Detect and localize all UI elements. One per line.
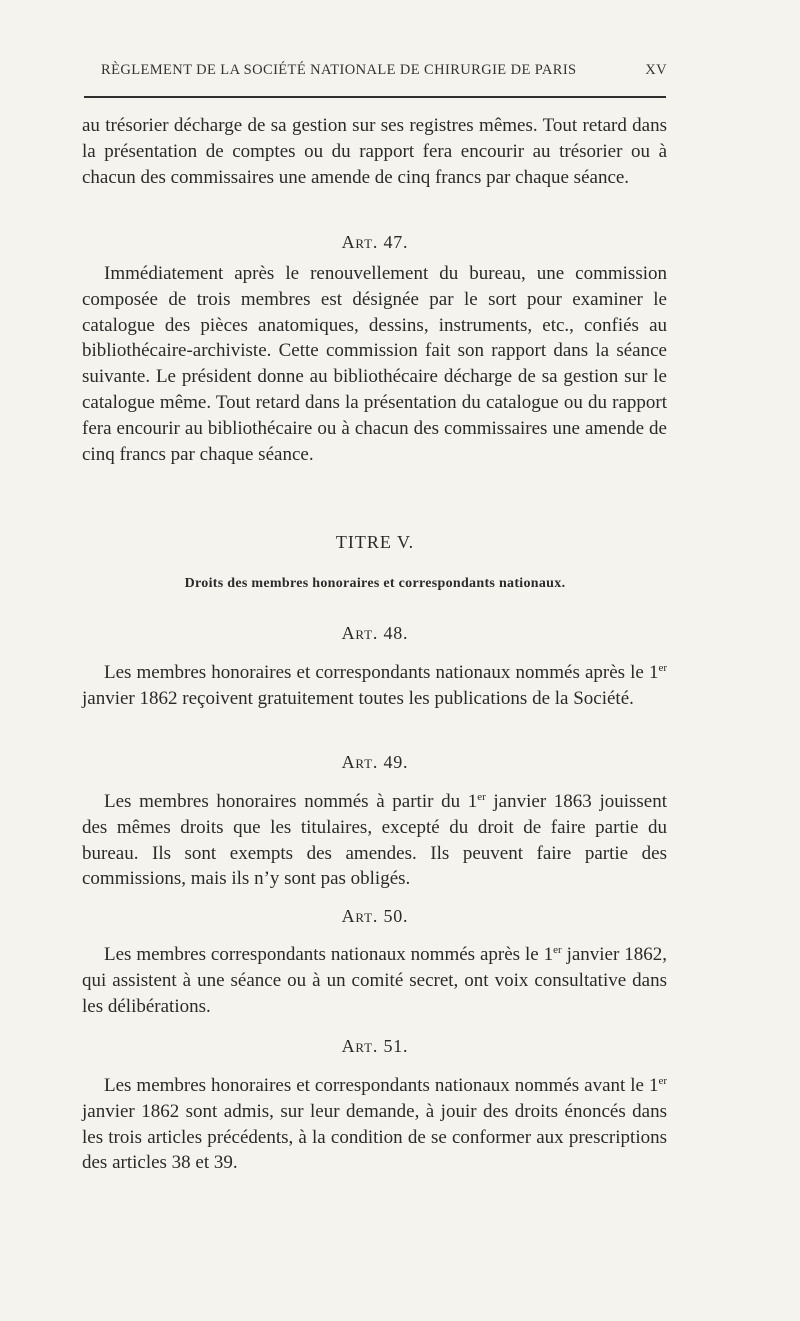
article-48-ordinal: er bbox=[658, 662, 667, 674]
article-50-ordinal: er bbox=[553, 944, 562, 956]
article-48-text bbox=[82, 660, 667, 712]
article-49-text-end: janvier 1863 jouissent des mêmes droits que les titulaires, excepté du droit de faire partie du bureau. Ils sont exempts des amendes. Ils peuvent faire partie des commissions, mais ils n’y sont pas obligés. bbox=[82, 791, 667, 890]
running-header bbox=[83, 62, 667, 84]
article-50-heading: Art. 50. bbox=[341, 906, 409, 926]
article-48-text-start: Les membres honoraires et correspondants nationaux nommés après le 1 bbox=[104, 662, 659, 683]
article-51-text-end: janvier 1862 sont admis, sur leur demande, à jouir des droits énoncés dans les trois articles précédents, à la condition de se conformer aux prescriptions des articles 38 et 39. bbox=[82, 1100, 667, 1174]
article-50-text bbox=[82, 942, 667, 1019]
page-number: XV bbox=[645, 62, 667, 78]
article-50-text-end: janvier 1862, qui assistent à une séance ou à un comité secret, ont voix consultative dans les délibérations. bbox=[82, 944, 667, 1017]
article-51-ordinal: er bbox=[658, 1075, 667, 1087]
article-48-heading: Art. 48. bbox=[341, 623, 409, 643]
article-49-text-start: Les membres honoraires nommés à partir du 1 bbox=[104, 791, 478, 812]
article-49-heading: Art. 49. bbox=[341, 752, 409, 772]
article-48-text-end: janvier 1862 reçoivent gratuitement toutes les publications de la Société. bbox=[82, 687, 634, 709]
titre-subtitle: Droits des membres honoraires et correspondants nationaux. bbox=[184, 576, 566, 591]
article-49-text bbox=[82, 789, 667, 892]
article-49-ordinal: er bbox=[477, 791, 486, 803]
paragraph-continuation: au trésorier décharge de sa gestion sur ses registres mêmes. Tout retard dans la présentation de comptes ou du rapport fera encourir au trésorier ou à chacun des commissaires une amende de cinq francs par chaque séance. bbox=[82, 115, 667, 188]
article-47-text: Immédiatement après le renouvellement du bureau, une commission composée de trois membres est désignée par le sort pour examiner le catalogue des pièces anatomiques, dessins, instruments, etc., confiés au bibliothécaire-archiviste. Cette commission fait son rapport dans la séance suivante. Le président donne au bibliothécaire décharge de sa gestion sur le catalogue même. Tout retard dans la présentation du catalogue ou du rapport fera encourir au bibliothécaire ou à chacun des commissaires une amende de cinq francs par chaque séance. bbox=[82, 263, 667, 465]
article-51-heading: Art. 51. bbox=[341, 1036, 409, 1056]
article-51-text-start: Les membres honoraires et correspondants nationaux nommés avant le 1 bbox=[104, 1075, 659, 1096]
running-header-title: RÈGLEMENT DE LA SOCIÉTÉ NATIONALE DE CHIRURGIE DE PARIS bbox=[101, 62, 577, 78]
article-51-text bbox=[82, 1073, 667, 1176]
article-47-heading: Art. 47. bbox=[341, 232, 409, 252]
article-50-text-start: Les membres correspondants nationaux nommés après le 1 bbox=[104, 944, 554, 965]
titre-heading: TITRE V. bbox=[335, 532, 415, 552]
header-rule bbox=[84, 96, 666, 98]
